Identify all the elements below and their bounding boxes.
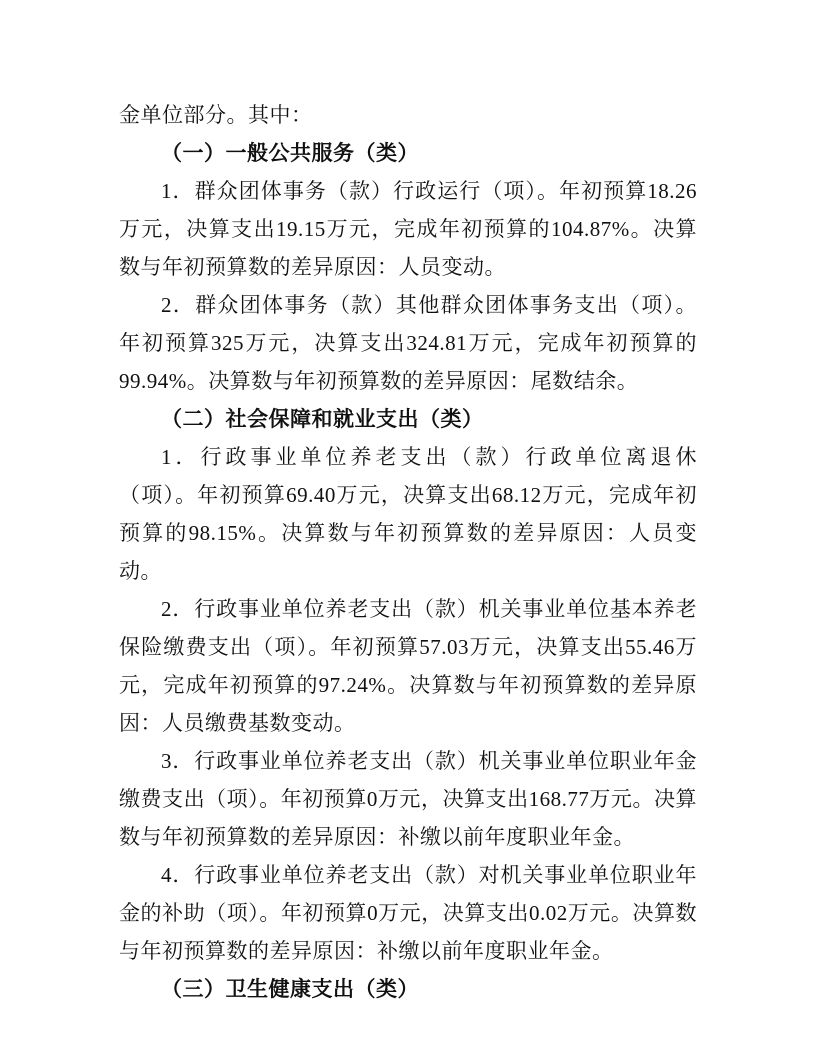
paragraph-continuation: 金单位部分。其中： bbox=[119, 103, 313, 127]
section-heading-general-public-services: （一）一般公共服务（类） bbox=[161, 141, 419, 165]
budget-item-mass-org-admin-operation: 1．群众团体事务（款）行政运行（项）。年初预算18.26万元，决算支出19.15万元，完成年初预算的104.87%。决算数与年初预算数的差异原因：人员变动。 bbox=[119, 179, 697, 279]
section-heading-social-security-employment: （二）社会保障和就业支出（类） bbox=[161, 407, 484, 431]
budget-item-occupational-annuity-subsidy: 4．行政事业单位养老支出（款）对机关事业单位职业年金的补助（项）。年初预算0万元，决算支出0.02万元。决算数与年初预算数的差异原因：补缴以前年度职业年金。 bbox=[119, 863, 697, 963]
budget-item-pension-retirees: 1．行政事业单位养老支出（款）行政单位离退休（项）。年初预算69.40万元，决算支出68.12万元，完成年初预算的98.15%。决算数与年初预算数的差异原因：人员变动。 bbox=[119, 445, 697, 583]
budget-item-pension-basic-insurance: 2．行政事业单位养老支出（款）机关事业单位基本养老保险缴费支出（项）。年初预算57.03万元，决算支出55.46万元，完成年初预算的97.24%。决算数与年初预算数的差异原因：人员缴费基数变动。 bbox=[119, 597, 697, 735]
budget-item-mass-org-other-expense: 2．群众团体事务（款）其他群众团体事务支出（项）。年初预算325万元，决算支出324.81万元，完成年初预算的99.94%。决算数与年初预算数的差异原因：尾数结余。 bbox=[119, 293, 697, 393]
budget-item-occupational-annuity-contribution: 3．行政事业单位养老支出（款）机关事业单位职业年金缴费支出（项）。年初预算0万元，决算支出168.77万元。决算数与年初预算数的差异原因：补缴以前年度职业年金。 bbox=[119, 749, 697, 849]
section-heading-health: （三）卫生健康支出（类） bbox=[161, 977, 419, 1001]
